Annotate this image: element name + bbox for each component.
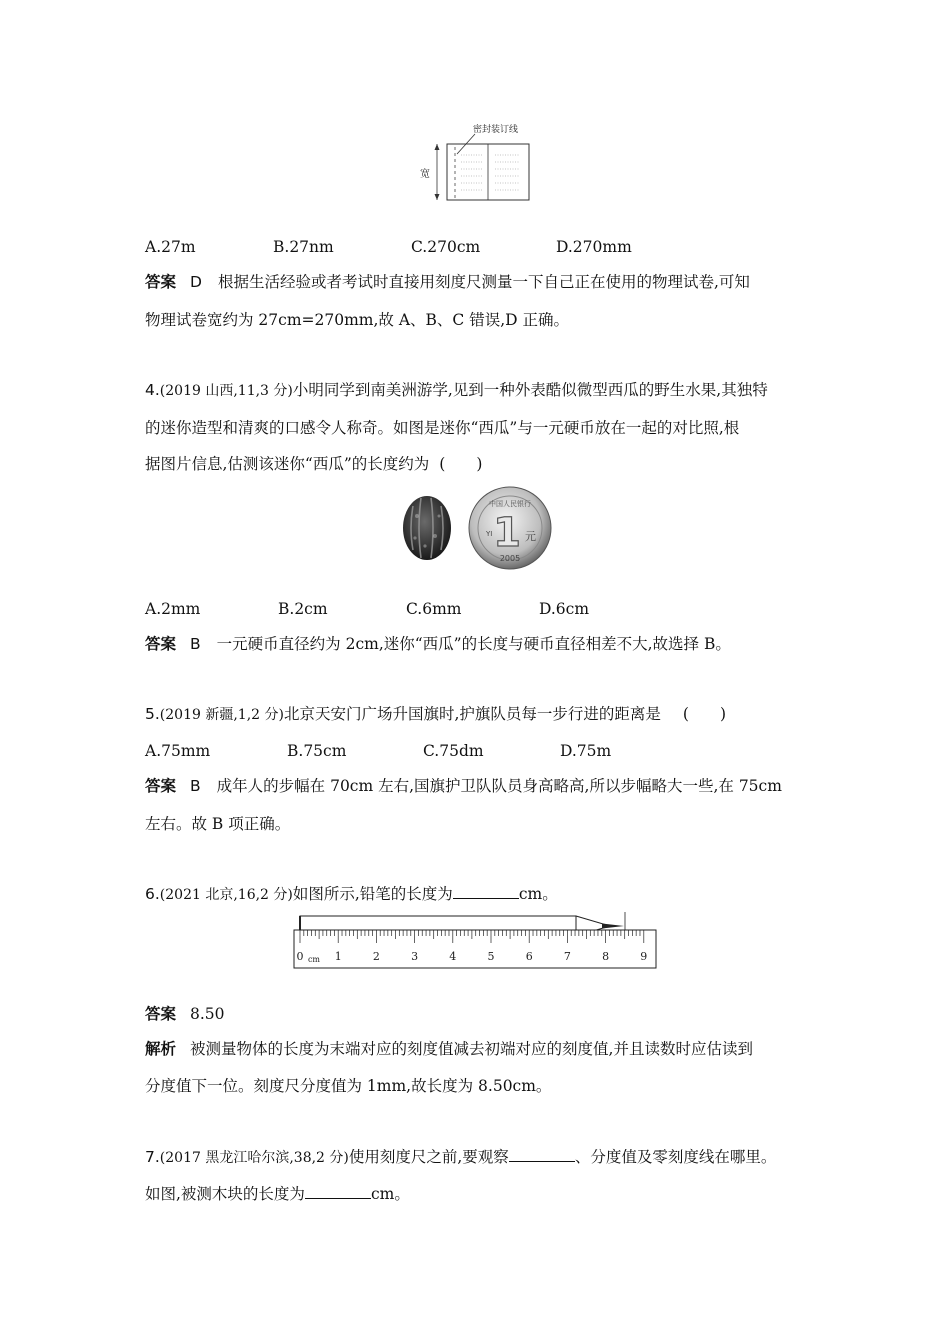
q3-option-d[interactable]: D.270mm — [556, 238, 632, 256]
ruler-label: 0 — [296, 950, 304, 963]
answer-text: 成年人的步幅在 70cm 左右,国旗护卫队队员身高略高,所以步幅略大一些,在 75cm — [216, 777, 782, 795]
ruler-label: 3 — [411, 950, 419, 963]
q5-option-a[interactable]: A.75mm — [145, 742, 211, 760]
q4-option-d[interactable]: D.6cm — [539, 600, 590, 618]
coin-unit: 元 — [525, 530, 536, 543]
answer-blank-line[interactable] — [509, 1146, 575, 1162]
q4-option-c[interactable]: C.6mm — [406, 600, 462, 618]
q4-option-a[interactable]: A.2mm — [145, 600, 201, 618]
pencil-ruler-figure — [290, 912, 660, 972]
analysis-text: 被测量物体的长度为末端对应的刻度值减去初端对应的刻度值,并且读数时应估读到 — [190, 1040, 753, 1058]
coin-yi: YI — [486, 530, 493, 538]
ruler-label: 5 — [487, 950, 495, 963]
binding-line-label: 密封装订线 — [473, 125, 519, 135]
q6-analysis-cont: 分度值下一位。刻度尺分度值为 1mm,故长度为 8.50cm。 — [145, 1077, 552, 1095]
q5-answer — [145, 776, 782, 796]
answer-key: D — [190, 273, 202, 291]
coin-year: 2005 — [499, 554, 521, 563]
width-label: 宽 — [420, 169, 430, 180]
question-number: 6. — [145, 885, 160, 903]
one-yuan-coin — [469, 487, 551, 569]
ruler-unit: cm — [307, 955, 321, 964]
question-text: 据图片信息,估测该迷你“西瓜”的长度约为 — [145, 455, 430, 473]
question-text: 使用刻度尺之前,要观察 — [348, 1148, 509, 1166]
q4-stem-3 — [145, 454, 482, 474]
q4-answer — [145, 634, 731, 654]
answer-label: 答案 — [145, 635, 177, 653]
q3-option-c[interactable]: C.270cm — [411, 238, 481, 256]
answer-blank: ( ) — [439, 455, 483, 473]
q3-answer-cont: 物理试卷宽约为 27cm=270mm,故 A、B、C 错误,D 正确。 — [145, 311, 570, 329]
q3-answer — [145, 272, 750, 292]
question-number: 5. — [145, 705, 160, 723]
q4-options — [145, 599, 589, 619]
coin-issuer-text: 中国人民银行 — [489, 500, 531, 508]
q7-stem — [145, 1146, 776, 1168]
ruler-label: 6 — [525, 950, 533, 963]
question-number: 7. — [145, 1148, 160, 1166]
mini-watermelon — [403, 496, 451, 560]
question-text: 如图所示,铅笔的长度为 — [292, 885, 453, 903]
ruler-label: 4 — [449, 950, 457, 963]
ruler-label: 7 — [563, 950, 571, 963]
answer-label: 答案 — [145, 1005, 177, 1023]
q4-option-b[interactable]: B.2cm — [278, 600, 328, 618]
q5-option-d[interactable]: D.75m — [560, 742, 612, 760]
answer-text: 一元硬币直径约为 2cm,迷你“西瓜”的长度与硬币直径相差不大,故选择 B。 — [216, 635, 731, 653]
question-source: (2021 北京,16,2 分) — [159, 887, 293, 903]
answer-blank-line[interactable] — [453, 883, 519, 899]
q3-option-a[interactable]: A.27m — [145, 238, 196, 256]
q5-stem — [145, 704, 726, 725]
ruler — [294, 930, 656, 968]
q4-stem-2: 的迷你造型和清爽的口感令人称奇。如图是迷你“西瓜”与一元硬币放在一起的对比照,根 — [145, 419, 740, 437]
answer-blank: ( ) — [682, 705, 727, 723]
answer-blank-line[interactable] — [305, 1183, 371, 1199]
question-source: (2019 山西,11,3 分) — [159, 383, 293, 399]
question-unit: cm。 — [518, 885, 558, 903]
question-text: 小明同学到南美洲游学,见到一种外表酷似微型西瓜的野生水果,其独特 — [292, 381, 768, 399]
question-text: 、分度值及零刻度线在哪里。 — [574, 1148, 777, 1166]
q3-option-b[interactable]: B.27nm — [273, 238, 334, 256]
ruler-label: 8 — [602, 950, 610, 963]
question-unit: cm。 — [370, 1185, 410, 1203]
paper-width-figure — [415, 120, 535, 205]
q5-answer-cont: 左右。故 B 项正确。 — [145, 815, 291, 833]
coin-value: 1 — [493, 510, 521, 556]
question-text: 北京天安门广场升国旗时,护旗队员每一步行进的距离是 — [283, 705, 661, 723]
question-source: (2017 黑龙江哈尔滨,38,2 分) — [159, 1150, 349, 1166]
answer-label: 答案 — [145, 777, 177, 795]
question-source: (2019 新疆,1,2 分) — [159, 707, 284, 723]
q6-stem — [145, 883, 558, 905]
answer-text: 根据生活经验或者考试时直接用刻度尺测量一下自己正在使用的物理试卷,可知 — [217, 273, 750, 291]
question-text: 如图,被测木块的长度为 — [145, 1185, 305, 1203]
q5-option-c[interactable]: C.75dm — [423, 742, 484, 760]
answer-value: 8.50 — [190, 1005, 225, 1023]
q7-stem-2 — [145, 1183, 410, 1204]
q5-option-b[interactable]: B.75cm — [287, 742, 347, 760]
answer-key: B — [190, 635, 201, 653]
ruler-label: 2 — [372, 950, 380, 963]
ruler-label: 1 — [334, 950, 342, 963]
q4-stem — [145, 380, 768, 401]
answer-key: B — [190, 777, 201, 795]
analysis-label: 解析 — [145, 1040, 177, 1058]
question-number: 4. — [145, 381, 160, 399]
q3-options — [145, 237, 632, 257]
ruler-label: 9 — [640, 950, 648, 963]
q6-answer — [145, 1004, 225, 1024]
q5-options — [145, 741, 611, 761]
answer-label: 答案 — [145, 273, 177, 291]
watermelon-coin-figure — [395, 486, 560, 571]
q6-analysis — [145, 1039, 753, 1059]
